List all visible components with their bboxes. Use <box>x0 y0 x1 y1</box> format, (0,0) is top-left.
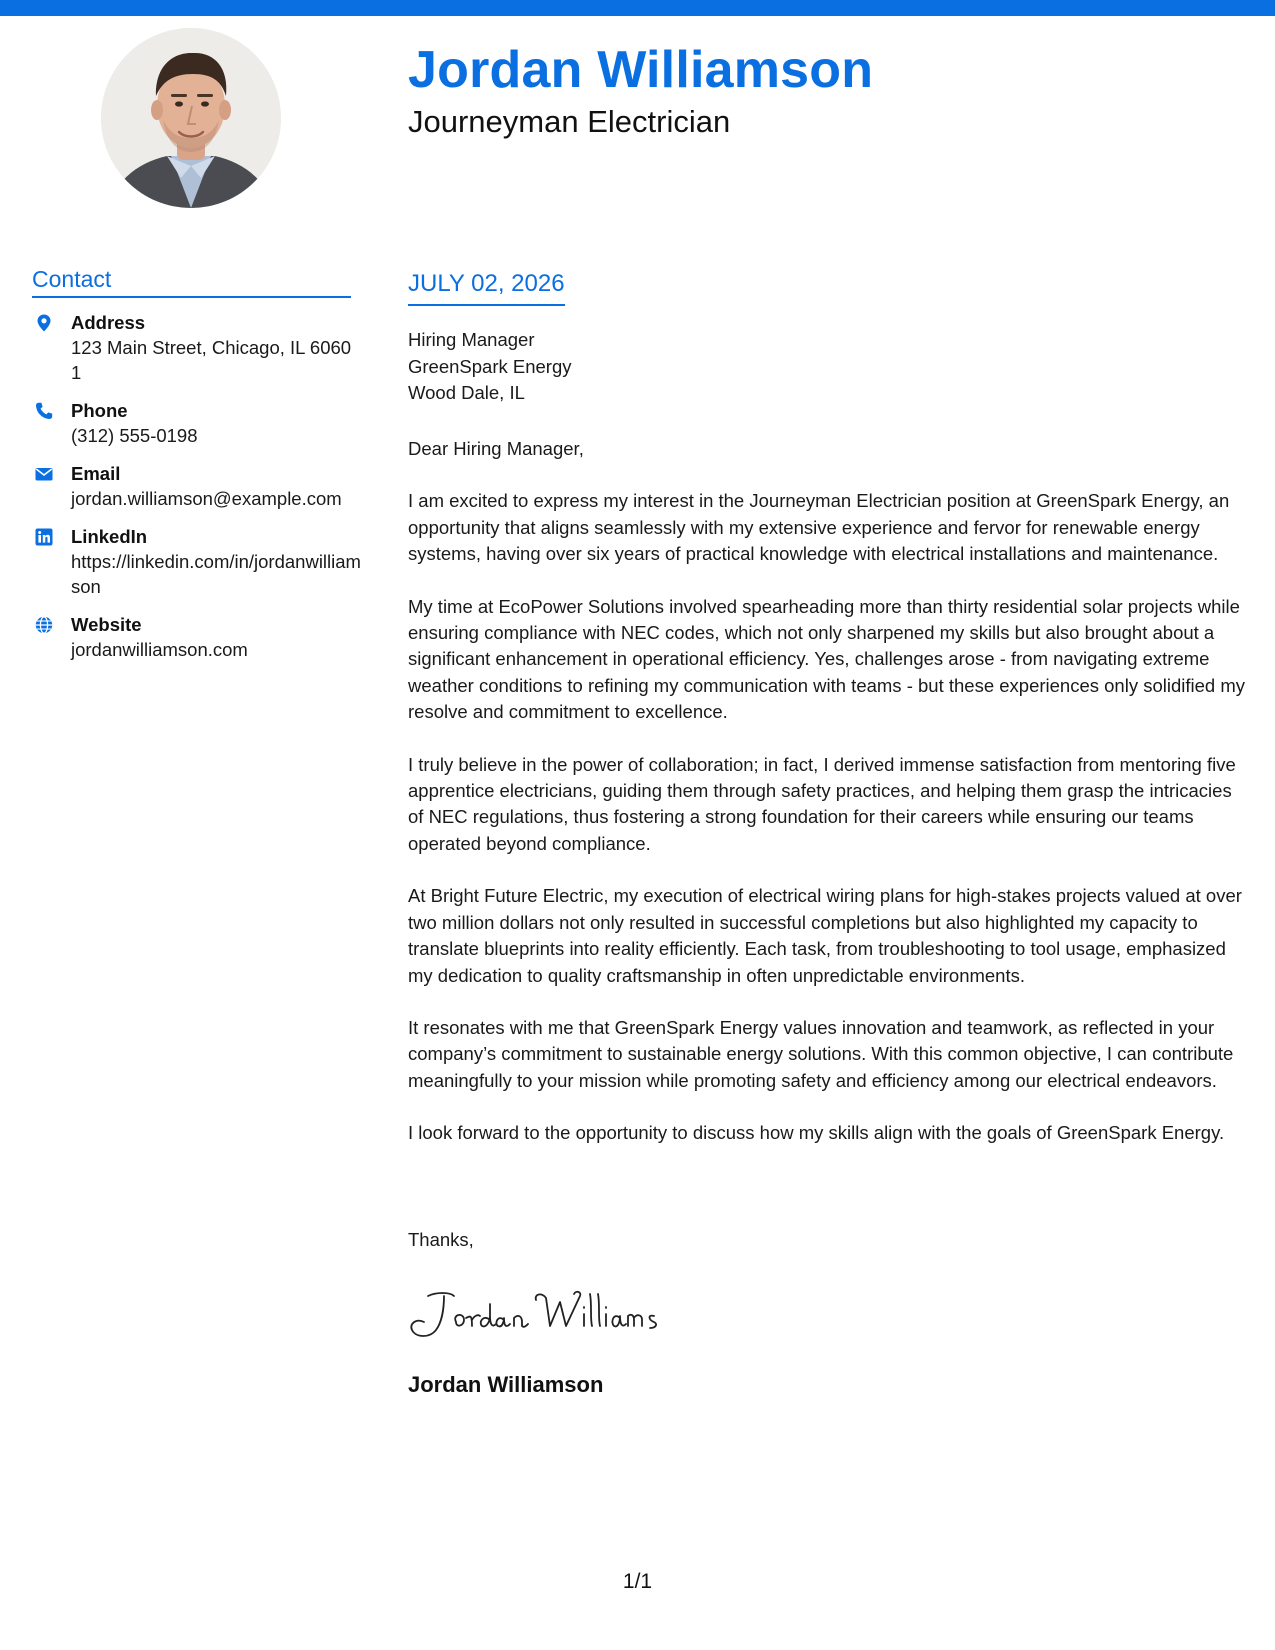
phone-icon <box>35 401 53 419</box>
website-value[interactable]: jordanwilliamson.com <box>71 639 248 660</box>
email-label: Email <box>71 463 121 484</box>
address-label: Address <box>71 312 146 333</box>
top-accent-bar <box>0 0 1275 16</box>
contact-item-address <box>32 310 362 385</box>
job-title: Journeyman Electrician <box>408 104 731 139</box>
location-pin-icon <box>35 313 53 331</box>
recipient-block <box>408 327 572 407</box>
candidate-name: Jordan Williamson <box>408 41 874 99</box>
letter-date: JULY 02, 2026 <box>408 270 565 306</box>
contact-item-email <box>32 461 362 511</box>
letter-paragraph: I am excited to express my interest in the Journeyman Electrician position at GreenSpark Energy, an opportunity that aligns seamlessly with my extensive experience and fervor for renewable energy systems, having over six years of practical knowledge with electrical installations and maintenance. <box>408 490 1230 565</box>
handwritten-signature <box>406 1286 670 1346</box>
email-icon <box>35 464 53 482</box>
letter-body <box>408 436 1250 1173</box>
salutation: Dear Hiring Manager, <box>408 438 584 459</box>
letter-paragraph: I truly believe in the power of collaboration; in fact, I derived immense satisfaction from mentoring five apprentice electricians, guiding them through safety practices, and helping them grasp the intricacies of NEC regulations, thus fostering a strong foundation for their careers while ensuring our teams operated beyond compliance. <box>408 753 1236 854</box>
website-label: Website <box>71 614 142 635</box>
recipient-line: Hiring Manager <box>408 329 535 350</box>
page-number: 1/1 <box>622 1570 653 1593</box>
linkedin-icon <box>35 527 53 545</box>
phone-value: (312) 555-0198 <box>71 425 198 446</box>
contact-heading: Contact <box>32 266 351 298</box>
signer-name: Jordan Williamson <box>408 1372 604 1397</box>
globe-icon <box>35 615 53 633</box>
linkedin-label: LinkedIn <box>71 526 148 547</box>
linkedin-value[interactable]: https://linkedin.com/in/jordanwilliamson <box>71 551 361 597</box>
letter-paragraph: It resonates with me that GreenSpark Energy values innovation and teamwork, as reflected in your company’s commitment to sustainable energy solutions. With this common objective, I can contribute meaningfully to your mission while promoting safety and efficiency among our electrical endeavors. <box>408 1016 1234 1091</box>
address-value: 123 Main Street, Chicago, IL 60601 <box>71 337 352 383</box>
letter-paragraph: At Bright Future Electric, my execution of electrical wiring plans for high-stakes projects valued at over two million dollars not only resulted in successful completions but also highlighted my capacity to translate blueprints into reality efficiently. Each task, from troubleshooting to tool usage, emphasized my dedication to quality craftsmanship in often unpredictable environments. <box>408 885 1242 986</box>
letter-paragraph: My time at EcoPower Solutions involved spearheading more than thirty residential solar projects while ensuring compliance with NEC codes, which not only sharpened my skills but also brought about a significant enhancement in operational efficiency. Yes, challenges arose - from navigating extreme weather conditions to refining my communication with teams - but these experiences only solidified my resolve and commitment to excellence. <box>408 595 1246 723</box>
recipient-line: GreenSpark Energy <box>408 355 572 377</box>
closing: Thanks, <box>408 1229 474 1250</box>
letter-paragraph: I look forward to the opportunity to discuss how my skills align with the goals of GreenSpark Energy. <box>408 1122 1225 1144</box>
email-value[interactable]: jordan.williamson@example.com <box>71 488 342 509</box>
contact-item-phone <box>32 398 362 448</box>
recipient-line: Wood Dale, IL <box>408 382 525 403</box>
contact-item-website <box>32 612 362 662</box>
profile-photo <box>101 28 281 208</box>
contact-list <box>32 310 362 675</box>
contact-item-linkedin <box>32 524 362 599</box>
phone-label: Phone <box>71 400 128 421</box>
